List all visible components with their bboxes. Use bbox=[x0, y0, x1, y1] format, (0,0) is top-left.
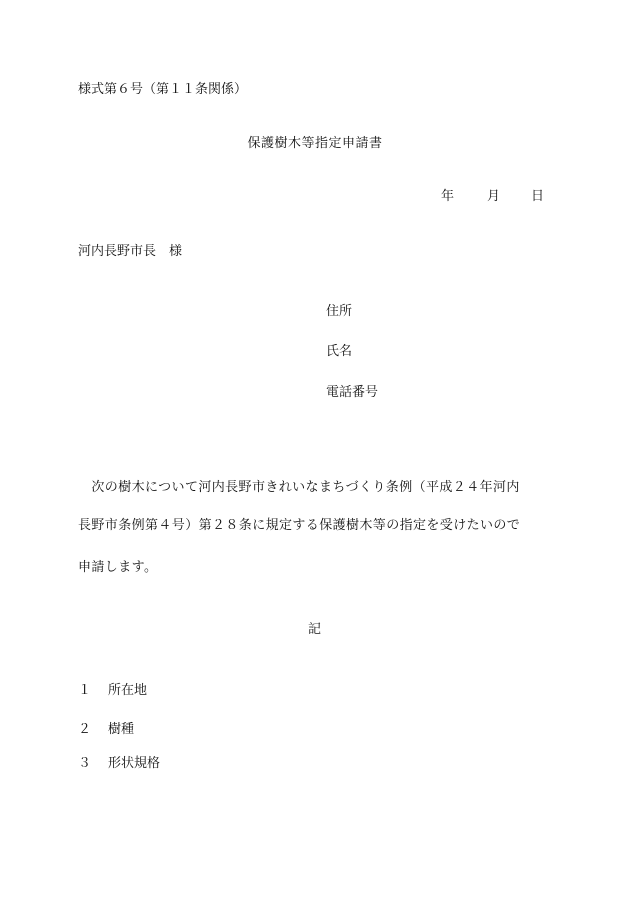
body-text-line-3: 申請します。 bbox=[78, 560, 158, 575]
addressee: 河内長野市長 様 bbox=[78, 244, 183, 259]
list-item-number: １ bbox=[78, 683, 92, 698]
list-item-label: 所在地 bbox=[108, 683, 148, 698]
applicant-phone-label: 電話番号 bbox=[326, 385, 379, 400]
document-title: 保護樹木等指定申請書 bbox=[247, 136, 383, 151]
list-item-number: ２ bbox=[78, 722, 92, 737]
list-item-species bbox=[78, 723, 134, 736]
list-item-location bbox=[78, 684, 147, 697]
list-item-label: 形状規格 bbox=[108, 756, 161, 771]
date-year-label: 年 bbox=[441, 189, 455, 204]
date-month-label: 月 bbox=[487, 189, 501, 204]
body-text-line-1: 次の樹木について河内長野市きれいなまちづくり条例（平成２４年河内 bbox=[78, 480, 520, 495]
list-item-label: 樹種 bbox=[108, 722, 135, 737]
ki-heading: 記 bbox=[308, 622, 322, 637]
date-day-label: 日 bbox=[531, 189, 545, 204]
applicant-name-label: 氏名 bbox=[326, 344, 353, 359]
list-item-dimensions bbox=[78, 757, 160, 770]
applicant-address-label: 住所 bbox=[326, 304, 353, 319]
body-text-line-2: 長野市条例第４号）第２８条に規定する保護樹木等の指定を受けたいので bbox=[78, 518, 521, 533]
form-number: 様式第６号（第１１条関係） bbox=[78, 82, 248, 97]
list-item-number: ３ bbox=[78, 756, 92, 771]
